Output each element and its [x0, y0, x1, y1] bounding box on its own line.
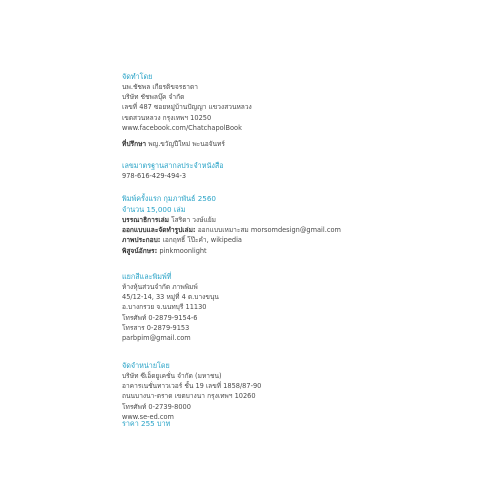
credit-design [122, 225, 452, 235]
advisor-section [122, 139, 452, 149]
credit-editor-value: โสริดา วงษ์แย้ม [171, 216, 217, 224]
publisher-heading: จัดทำโดย [122, 72, 153, 81]
printer-phone: โทรศัพท์ 0-2879-9154-6 [122, 313, 198, 322]
distributor-website-link[interactable]: www.se-ed.com [122, 412, 174, 421]
publisher-facebook-link[interactable]: www.facebook.com/ChatchapolBook [122, 123, 242, 132]
credit-proofreading-label: พิสูจน์อักษร: [122, 246, 158, 255]
printer-address-line-1: 45/12-14, 33 หมู่ที่ 4 ต.บางขนุน [122, 293, 219, 302]
distributor-company: บริษัท ซีเอ็ดยูเคชั่น จำกัด (มหาชน) [122, 372, 222, 380]
publisher-company: บริษัท ชัชพลบุ๊ค จำกัด [122, 93, 185, 102]
credit-illustration-label: ภาพประกอบ: [122, 236, 161, 245]
printer-company: ห้างหุ้นส่วนจำกัด ภาพพิมพ์ [122, 283, 198, 291]
credit-proofreading [122, 246, 452, 256]
distributor-address-line-1: อาคารเนชั่นทาวเวอร์ ชั้น 19 เลขที่ 1858/87-90 [122, 382, 262, 391]
publisher-author: นพ.ชัชพล เกียรติขจรธาดา [122, 83, 198, 91]
credit-editor [122, 215, 452, 225]
printer-heading: แยกสีและพิมพ์ที่ [122, 272, 172, 281]
edition-copies: จำนวน 15,000 เล่ม [122, 205, 186, 214]
advisor-name: พญ.ขวัญปีใหม่ พะนอจันทร์ [148, 140, 225, 148]
isbn-value: 978-616-429-494-3 [122, 172, 187, 180]
isbn-heading: เลขมาตรฐานสากลประจำหนังสือ [122, 161, 224, 170]
isbn-section [122, 160, 452, 181]
publisher-address-line-2: เขตสวนหลวง กรุงเทพฯ 10250 [122, 113, 212, 122]
credit-design-value: ออกแบบเหมาะสม morsomdesign@gmail.com [197, 226, 341, 235]
printer-address-line-2: อ.บางกรวย จ.นนทบุรี 11130 [122, 303, 207, 312]
credit-illustration-value: เอกฤทธิ์ โป๊ะคำ, wikipedia [162, 236, 242, 245]
printer-section [122, 271, 452, 343]
distributor-address-line-2: ถนนบางนา-ตราด เขตบางนา กรุงเทพฯ 10260 [122, 392, 256, 401]
printer-fax: โทรสาร 0-2879-9153 [122, 323, 190, 332]
publisher-section [122, 71, 452, 133]
credit-proofreading-value: pinkmoonlight [159, 246, 207, 255]
publisher-address-line-1: เลขที่ 487 ซอยหมู่บ้านปัญญา แขวงสวนหลวง [122, 103, 252, 112]
printer-email-link[interactable]: parbpim@gmail.com [122, 334, 191, 343]
distributor-heading: จัดจำหน่ายโดย [122, 361, 170, 370]
credit-design-label: ออกแบบและจัดทำรูปเล่ม: [122, 226, 196, 235]
edition-section [122, 193, 452, 256]
price-text: ราคา 255 บาท [122, 419, 171, 428]
distributor-phone: โทรศัพท์ 0-2739-8000 [122, 402, 191, 411]
credit-illustration [122, 235, 452, 245]
distributor-section [122, 360, 452, 422]
advisor-label: ที่ปรึกษา [122, 140, 147, 148]
credit-editor-label: บรรณาธิการเล่ม [122, 216, 169, 224]
price-section [122, 418, 452, 429]
edition-heading: พิมพ์ครั้งแรก กุมภาพันธ์ 2560 [122, 194, 216, 203]
